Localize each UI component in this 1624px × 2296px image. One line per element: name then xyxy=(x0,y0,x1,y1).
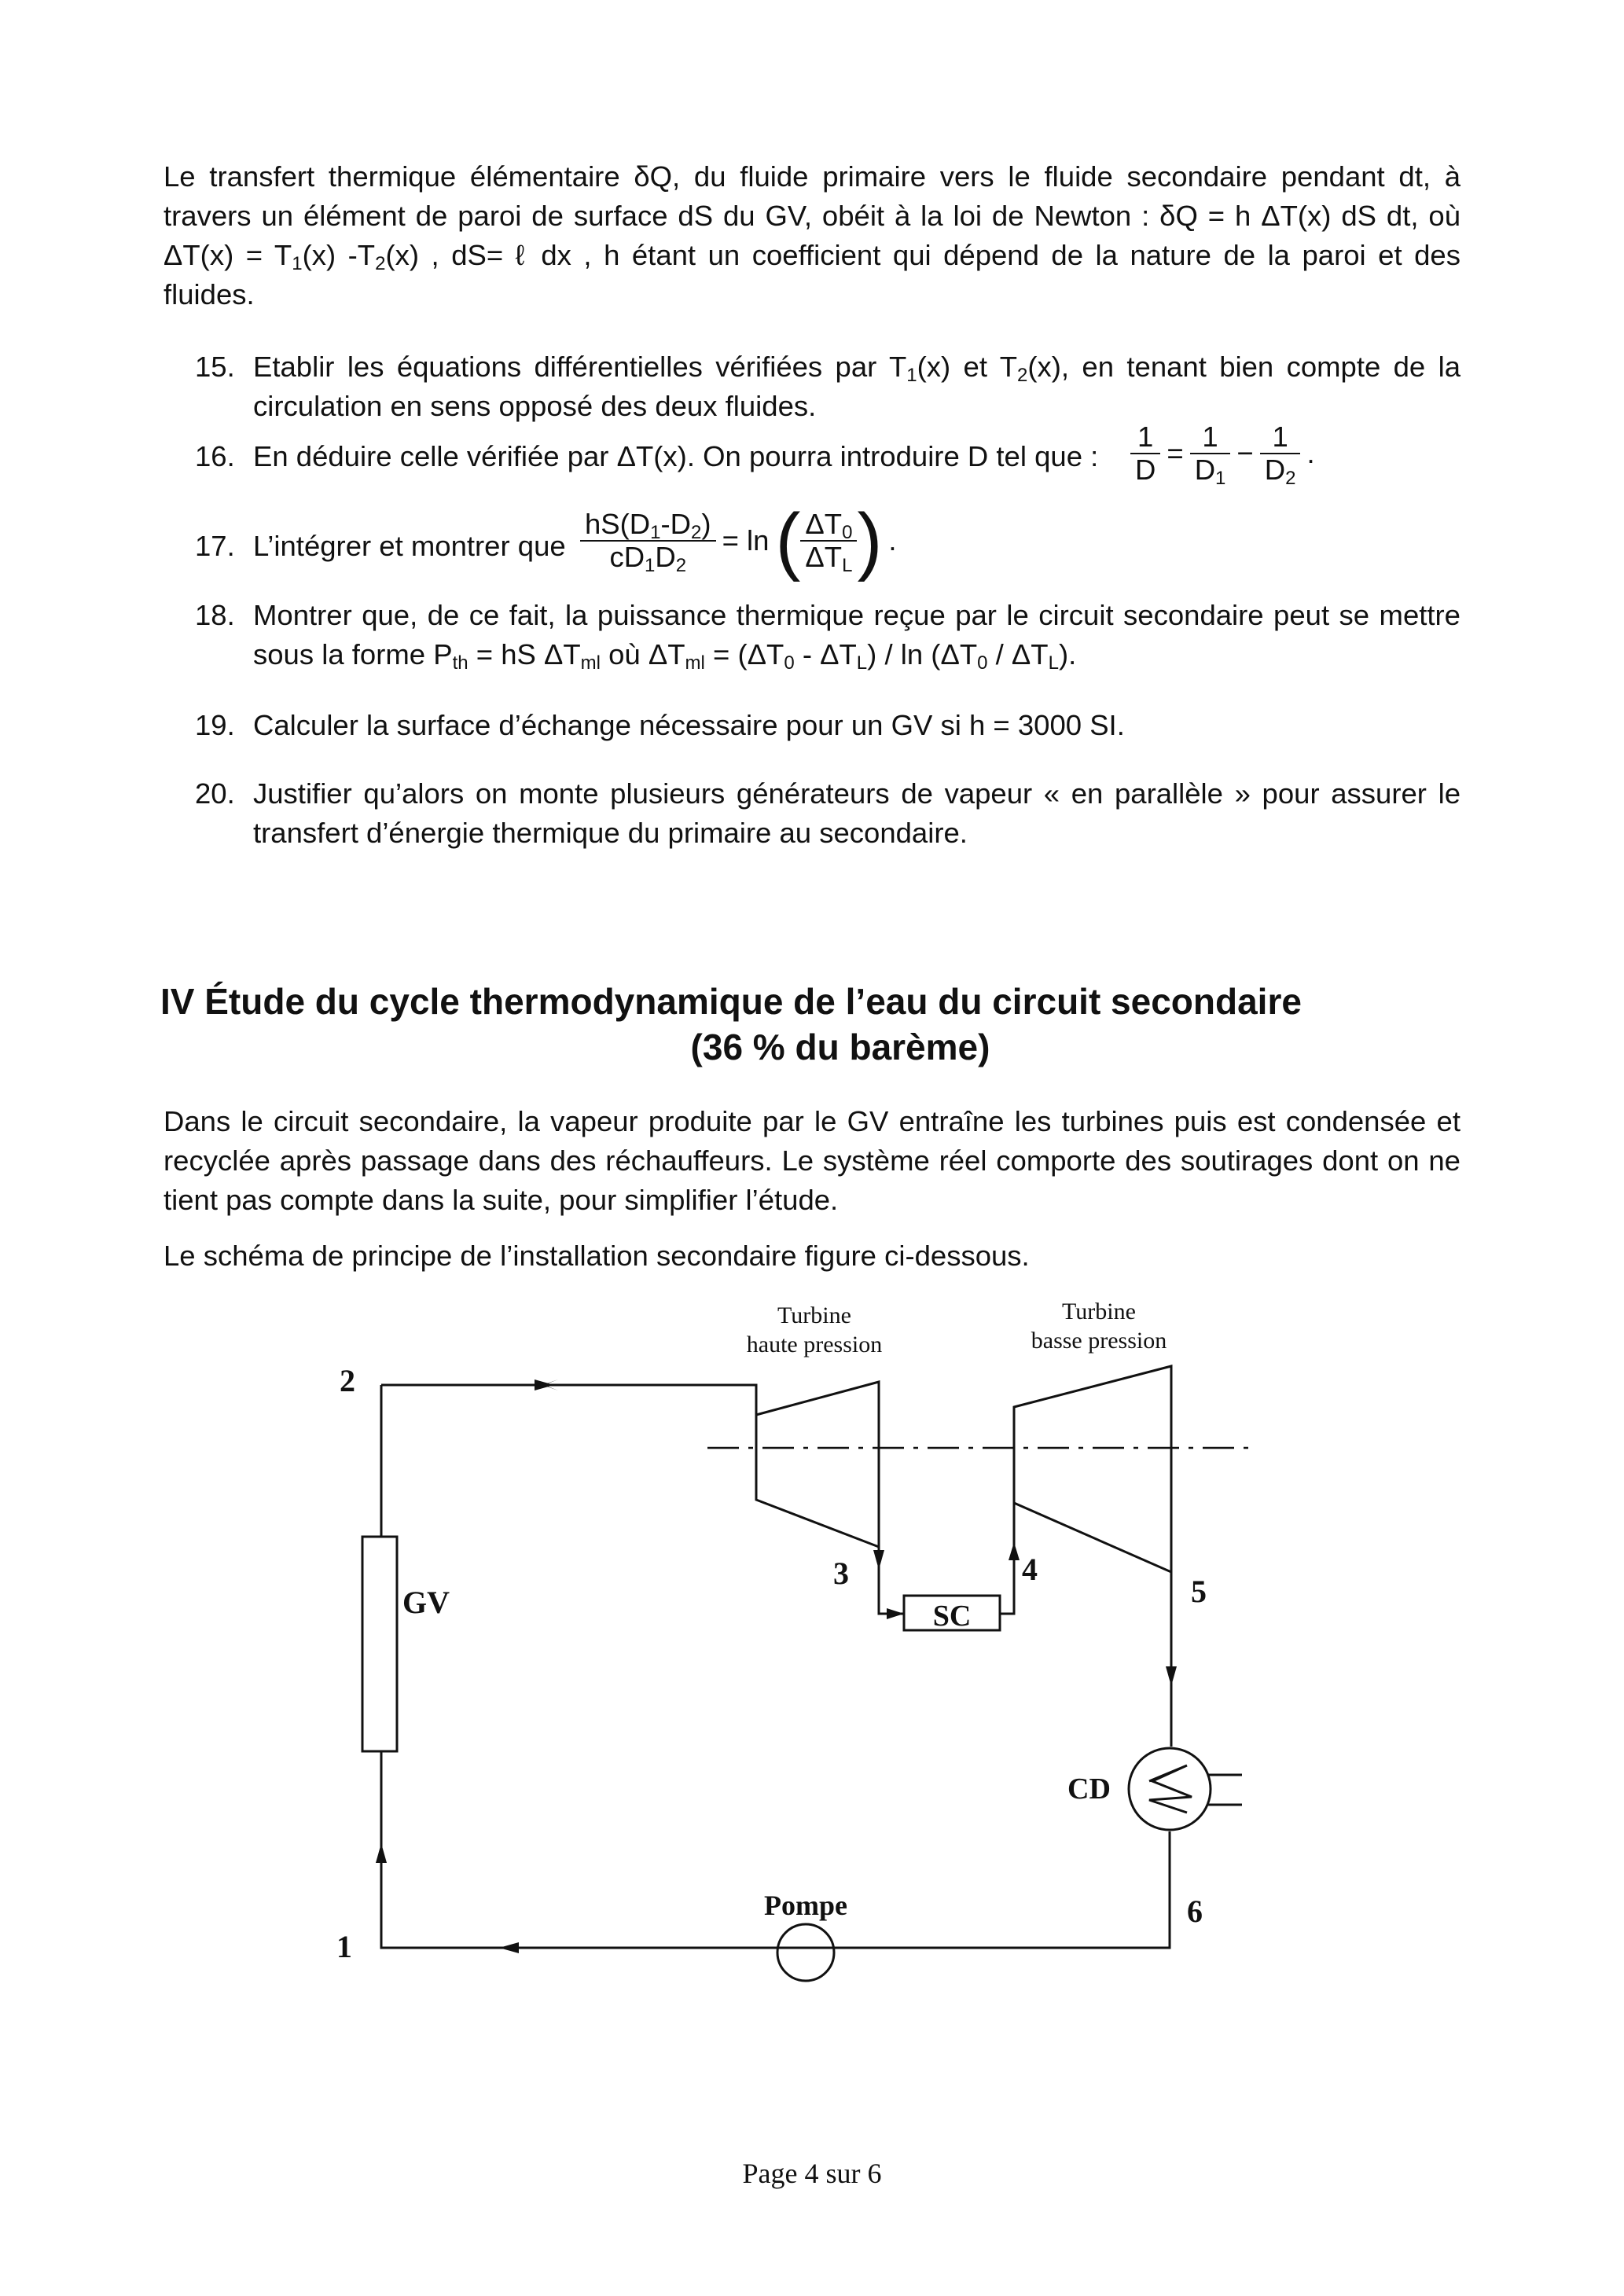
d2-letter: D xyxy=(1264,454,1286,486)
q15-text-a: Etablir les équations différentielles vérifiées par T xyxy=(253,351,907,383)
q18-text-b: = hS ΔT xyxy=(468,638,581,670)
question-number: 16. xyxy=(195,440,235,472)
intro-text-b: (x) -T xyxy=(302,239,376,271)
pipe-1-to-gv xyxy=(381,1751,778,1948)
numerator: 1 xyxy=(1190,421,1231,454)
label-pump: Pompe xyxy=(764,1890,847,1921)
question-15 xyxy=(195,347,1460,426)
minus-sign: − xyxy=(1236,437,1254,469)
question-17 xyxy=(195,498,1460,590)
q16-equation xyxy=(1130,421,1321,489)
q17-equation xyxy=(580,498,903,582)
q18-sub-ml-2: ml xyxy=(685,652,705,674)
question-20 xyxy=(195,774,1460,853)
numerator: 1 xyxy=(1260,421,1301,454)
section-paragraph-1: Dans le circuit secondaire, la vapeur produite par le GV entraîne les turbines puis est condensée et recyclée après passage dans des réchauffeurs. Le système réel comporte des soutirages dont on ne tient pas compte dans la suite, pour simplifier l’étude. xyxy=(164,1105,1460,1216)
pipe-6-to-pump xyxy=(833,1863,1170,1948)
point-4: 4 xyxy=(1022,1552,1038,1587)
q18-sub-ml-1: ml xyxy=(580,652,601,674)
question-18 xyxy=(195,596,1460,674)
question-number: 19. xyxy=(195,709,235,741)
circuit-diagram xyxy=(299,1289,1289,1997)
gv-box xyxy=(362,1537,397,1751)
q18-text-f: ) / ln (ΔT xyxy=(867,638,978,670)
q18-sub-th: th xyxy=(452,652,468,674)
point-2: 2 xyxy=(340,1363,355,1398)
q18-text-h: ). xyxy=(1058,638,1077,670)
delta-t: ΔT xyxy=(805,541,843,573)
arrow-3-down xyxy=(873,1550,884,1570)
denominator xyxy=(580,541,716,576)
q18-sub-l-2: L xyxy=(1048,652,1059,674)
q15-sub-2: 2 xyxy=(1017,365,1028,386)
section-title: IV Étude du cycle thermodynamique de l’eau du circuit secondaire xyxy=(160,981,1302,1022)
section-paragraph-2: Le schéma de principe de l’installation secondaire figure ci-dessous. xyxy=(164,1240,1030,1272)
denominator xyxy=(800,541,857,576)
den-b: D xyxy=(655,541,676,573)
intro-paragraph xyxy=(164,157,1460,314)
q18-text-d: = (ΔT xyxy=(704,638,784,670)
pipe-2-to-hp xyxy=(381,1385,756,1415)
delta-t: ΔT xyxy=(805,508,843,540)
left-paren: ( xyxy=(775,498,801,582)
q18-sub-0-2: 0 xyxy=(977,652,988,674)
num-a: hS(D xyxy=(585,508,651,540)
point-5: 5 xyxy=(1191,1574,1207,1609)
arrow-into-sc xyxy=(887,1608,904,1619)
label-cd: CD xyxy=(1067,1773,1111,1806)
equals-sign: = xyxy=(1167,437,1184,469)
frac-1-over-D1 xyxy=(1190,421,1231,489)
den-sub-2: 2 xyxy=(675,555,687,576)
q18-text-c: où ΔT xyxy=(600,638,685,670)
d1-letter: D xyxy=(1194,454,1216,486)
condenser-cooling-lines xyxy=(1207,1775,1242,1805)
frac-hs-over-cd xyxy=(580,508,716,576)
question-number: 18. xyxy=(195,599,235,631)
question-16 xyxy=(195,421,1460,495)
condenser-coil xyxy=(1149,1765,1192,1813)
label-sc: SC xyxy=(932,1600,972,1633)
numerator xyxy=(800,509,857,542)
d1-sub: 1 xyxy=(1215,468,1226,489)
num-b: -D xyxy=(660,508,692,540)
label-turbine-bp-1: Turbine xyxy=(1062,1299,1136,1324)
q17-text: L’intégrer et montrer que xyxy=(253,530,566,562)
question-19 xyxy=(195,706,1460,745)
arrow-bottom-left xyxy=(499,1942,519,1953)
arrow-top-head xyxy=(535,1379,554,1390)
d2-sub: 2 xyxy=(1285,468,1296,489)
q18-text-a: Montrer que, de ce fait, la puissance thermique reçue par le circuit secondaire peut se mettre sous la forme P xyxy=(253,599,1460,670)
q18-text-e: - ΔT xyxy=(794,638,857,670)
arrow-5-down xyxy=(1166,1666,1177,1686)
section-subtitle: (36 % du barème) xyxy=(690,1027,990,1067)
intro-sub-2: 2 xyxy=(375,253,386,274)
q16-text: En déduire celle vérifiée par ΔT(x). On pourra introduire D tel que : xyxy=(253,440,1099,472)
label-turbine-bp-2: basse pression xyxy=(1031,1328,1167,1354)
pump-circle xyxy=(777,1924,834,1981)
lp-turbine xyxy=(1014,1366,1171,1572)
question-number: 15. xyxy=(195,351,235,383)
equals-ln: = ln xyxy=(722,524,770,557)
right-paren: ) xyxy=(857,498,883,582)
num-sub-1: 1 xyxy=(650,522,661,543)
numerator xyxy=(580,509,716,542)
intro-text-c: (x) , dS= ℓ dx , h étant un coefficient qui dépend de la nature de la paroi et des fluides. xyxy=(164,239,1460,310)
frac-1-over-D xyxy=(1130,421,1160,486)
pipe-3-to-sc xyxy=(879,1547,904,1614)
frac-1-over-D2 xyxy=(1260,421,1301,489)
q15-text-c: (x), en tenant bien compte de la circulation en sens opposé des deux fluides. xyxy=(253,351,1460,422)
label-gv: GV xyxy=(402,1585,450,1620)
point-3: 3 xyxy=(833,1556,849,1591)
q20-text: Justifier qu’alors on monte plusieurs générateurs de vapeur « en parallèle » pour assurer le transfert d’énergie thermique du primaire au secondaire. xyxy=(253,777,1460,849)
q19-text: Calculer la surface d’échange nécessaire pour un GV si h = 3000 SI. xyxy=(253,709,1125,741)
denominator: D xyxy=(1135,454,1156,486)
page-footer: Page 4 sur 6 xyxy=(742,2158,882,2189)
arrow-left-up xyxy=(376,1843,387,1863)
frac-dt0-over-dtl xyxy=(800,508,857,576)
intro-text-a: Le transfert thermique élémentaire δQ, du fluide primaire vers le fluide secondaire pendant dt, à travers un élément de paroi de surface dS du GV, obéit à la loi de Newton : δQ = h ΔT(x) dS dt, où ΔT(x) = T xyxy=(164,160,1460,271)
intro-sub-1: 1 xyxy=(292,253,303,274)
label-turbine-hp-2: haute pression xyxy=(746,1332,883,1357)
q15-text-b: (x) et T xyxy=(917,351,1017,383)
numerator: 1 xyxy=(1130,421,1160,454)
label-turbine-hp-1: Turbine xyxy=(777,1302,851,1328)
den-sub-1: 1 xyxy=(645,555,656,576)
denominator xyxy=(1190,454,1231,489)
hp-turbine xyxy=(756,1382,879,1547)
sub-l: L xyxy=(842,555,853,576)
den-a: cD xyxy=(609,541,645,573)
denominator xyxy=(1260,454,1301,489)
num-sub-2: 2 xyxy=(691,522,702,543)
q18-sub-l-1: L xyxy=(856,652,868,674)
arrow-4-up xyxy=(1009,1542,1020,1560)
point-6: 6 xyxy=(1187,1894,1203,1929)
period: . xyxy=(1306,437,1315,469)
period: . xyxy=(888,524,897,557)
sub-0: 0 xyxy=(842,522,853,543)
question-number: 20. xyxy=(195,777,235,810)
point-1: 1 xyxy=(336,1929,352,1964)
q18-text-g: / ΔT xyxy=(987,638,1049,670)
q18-sub-0-1: 0 xyxy=(784,652,795,674)
num-c: ) xyxy=(701,508,711,540)
question-number: 17. xyxy=(195,530,235,562)
q15-sub-1: 1 xyxy=(906,365,917,386)
